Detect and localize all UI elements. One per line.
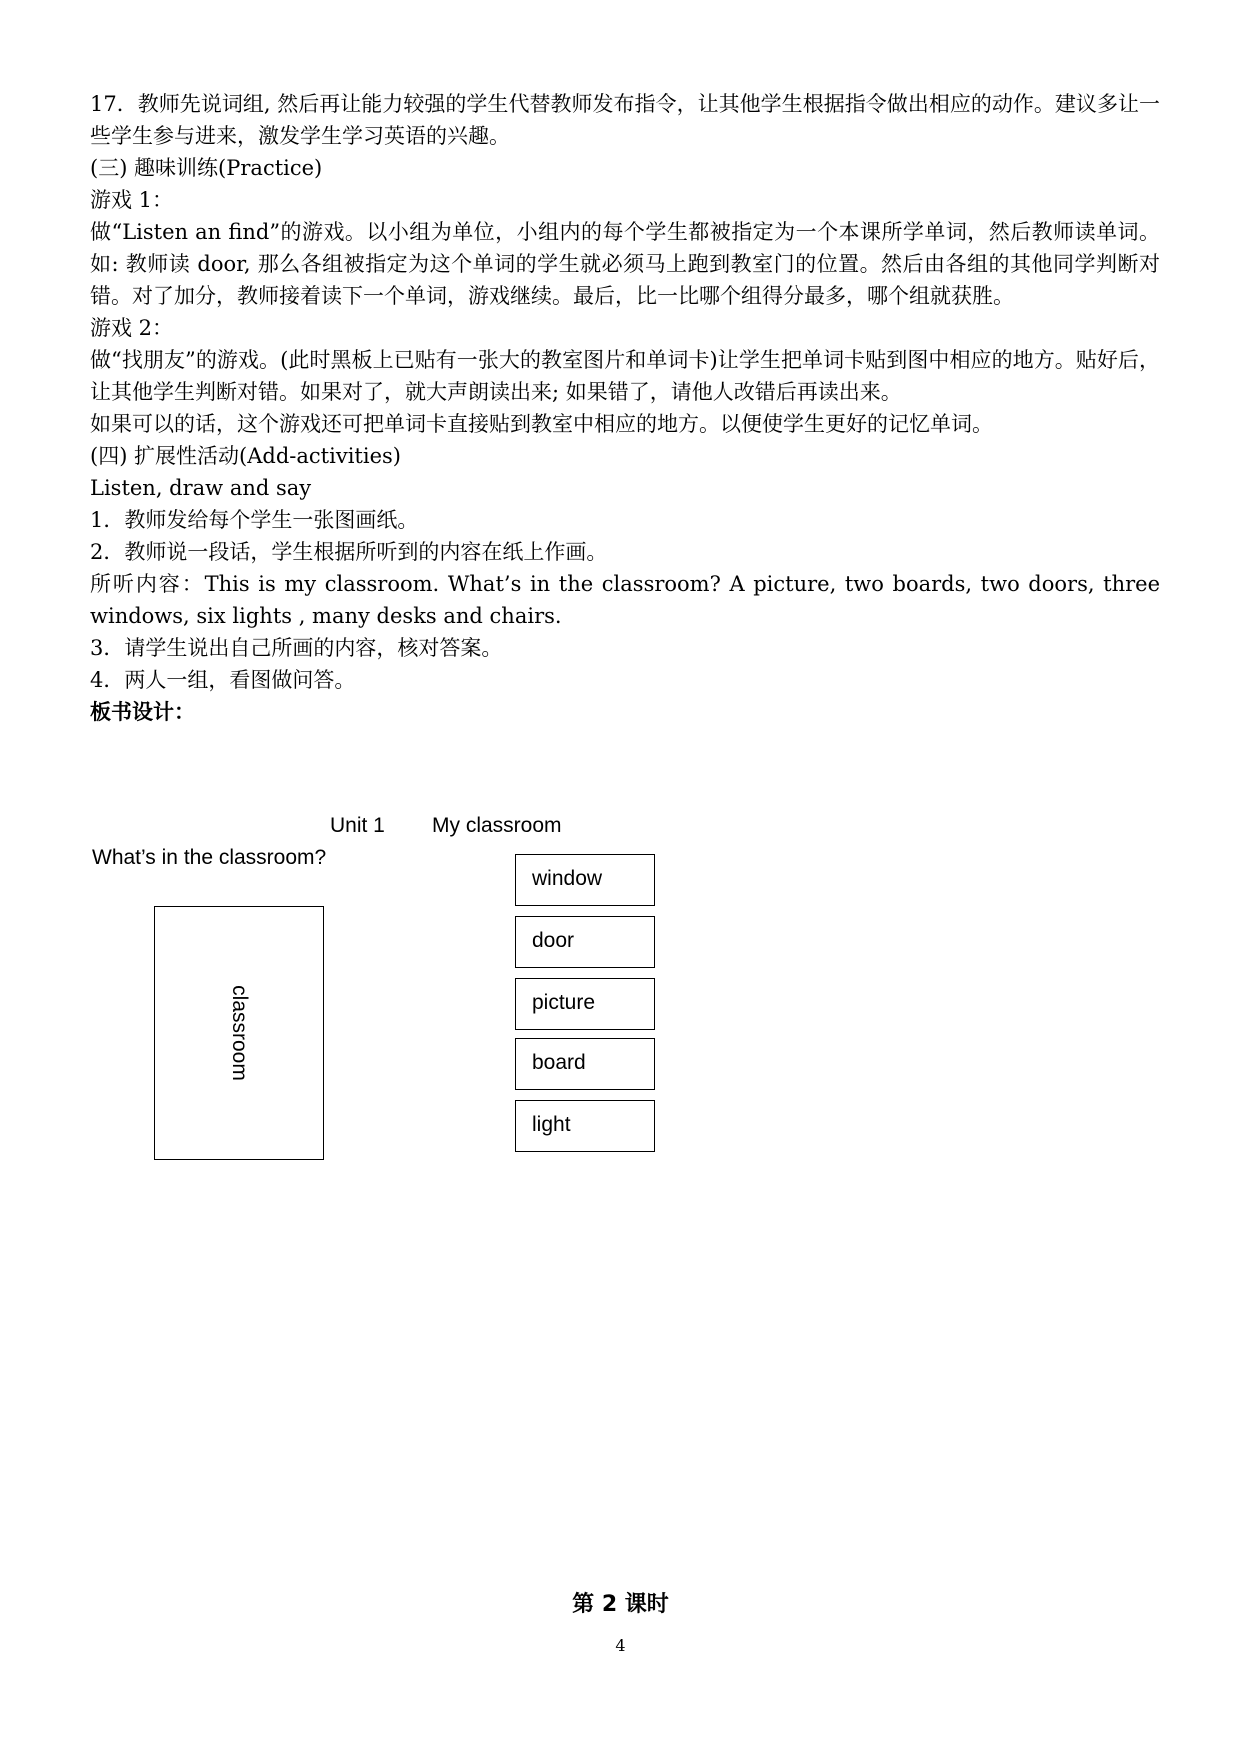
activity-step-4: 4．两人一组，看图做问答。 <box>90 668 356 692</box>
classroom-picture-label: classroom <box>228 985 251 1081</box>
activity-step-2: 2．教师说一段话，学生根据所听到的内容在纸上作画。 <box>90 540 608 564</box>
activity-title: Listen, draw and say <box>90 476 312 500</box>
game-2-description: 做“找朋友”的游戏。(此时黑板上已贴有一张大的教室图片和单词卡)让学生把单词卡贴到图中相应的地方。贴好后，让其他学生判断对错。如果对了，就大声朗读出来; 如果错了，请他人改错后再读出来。 <box>90 348 1160 404</box>
document-body <box>90 88 1160 728</box>
game-2-note: 如果可以的话，这个游戏还可把单词卡直接贴到教室中相应的地方。以便使学生更好的记忆单词。 <box>90 412 993 436</box>
board-unit-label: Unit 1 <box>330 814 385 837</box>
blackboard-design <box>90 812 690 1192</box>
lesson-title: 第 2 课时 <box>572 1592 669 1617</box>
board-question: What’s in the classroom? <box>92 846 327 869</box>
activity-step-3: 3．请学生说出自己所画的内容，核对答案。 <box>90 636 503 660</box>
board-design-heading: 板书设计： <box>90 699 195 724</box>
word-card-window: window <box>515 854 655 906</box>
page-number: 4 <box>615 1636 626 1655</box>
listening-content: 所听内容：This is my classroom. What’s in the classroom? A picture, two boards, two doors, three windows, six lights , many desks and chairs. <box>90 572 1160 628</box>
paragraph-instruction-17: 17．教师先说词组, 然后再让能力较强的学生代替教师发布指令，让其他学生根据指令做出相应的动作。建议多让一些学生参与进来，激发学生学习英语的兴趣。 <box>90 92 1160 148</box>
classroom-picture-box <box>154 906 324 1160</box>
word-card-door: door <box>515 916 655 968</box>
activity-step-1: 1．教师发给每个学生一张图画纸。 <box>90 508 419 532</box>
word-card-light: light <box>515 1100 655 1152</box>
game-1-heading: 游戏 1： <box>90 188 174 212</box>
word-card-board: board <box>515 1038 655 1090</box>
word-card-picture: picture <box>515 978 655 1030</box>
section-heading-practice: (三) 趣味训练(Practice) <box>90 156 323 180</box>
section-heading-add-activities: (四) 扩展性活动(Add-activities) <box>90 444 401 468</box>
board-title: My classroom <box>432 814 562 837</box>
game-2-heading: 游戏 2： <box>90 316 174 340</box>
game-1-description: 做“Listen an find”的游戏。以小组为单位，小组内的每个学生都被指定为一个本课所学单词，然后教师读单词。如: 教师读 door, 那么各组被指定为这个单词的学生就必须马上跑到教室门的位置。然后由各组的其他同学判断对错。对了加分，教师接着读下一个单词，游戏继续。最后，比一比哪个组得分最多，哪个组就获胜。 <box>90 220 1160 308</box>
